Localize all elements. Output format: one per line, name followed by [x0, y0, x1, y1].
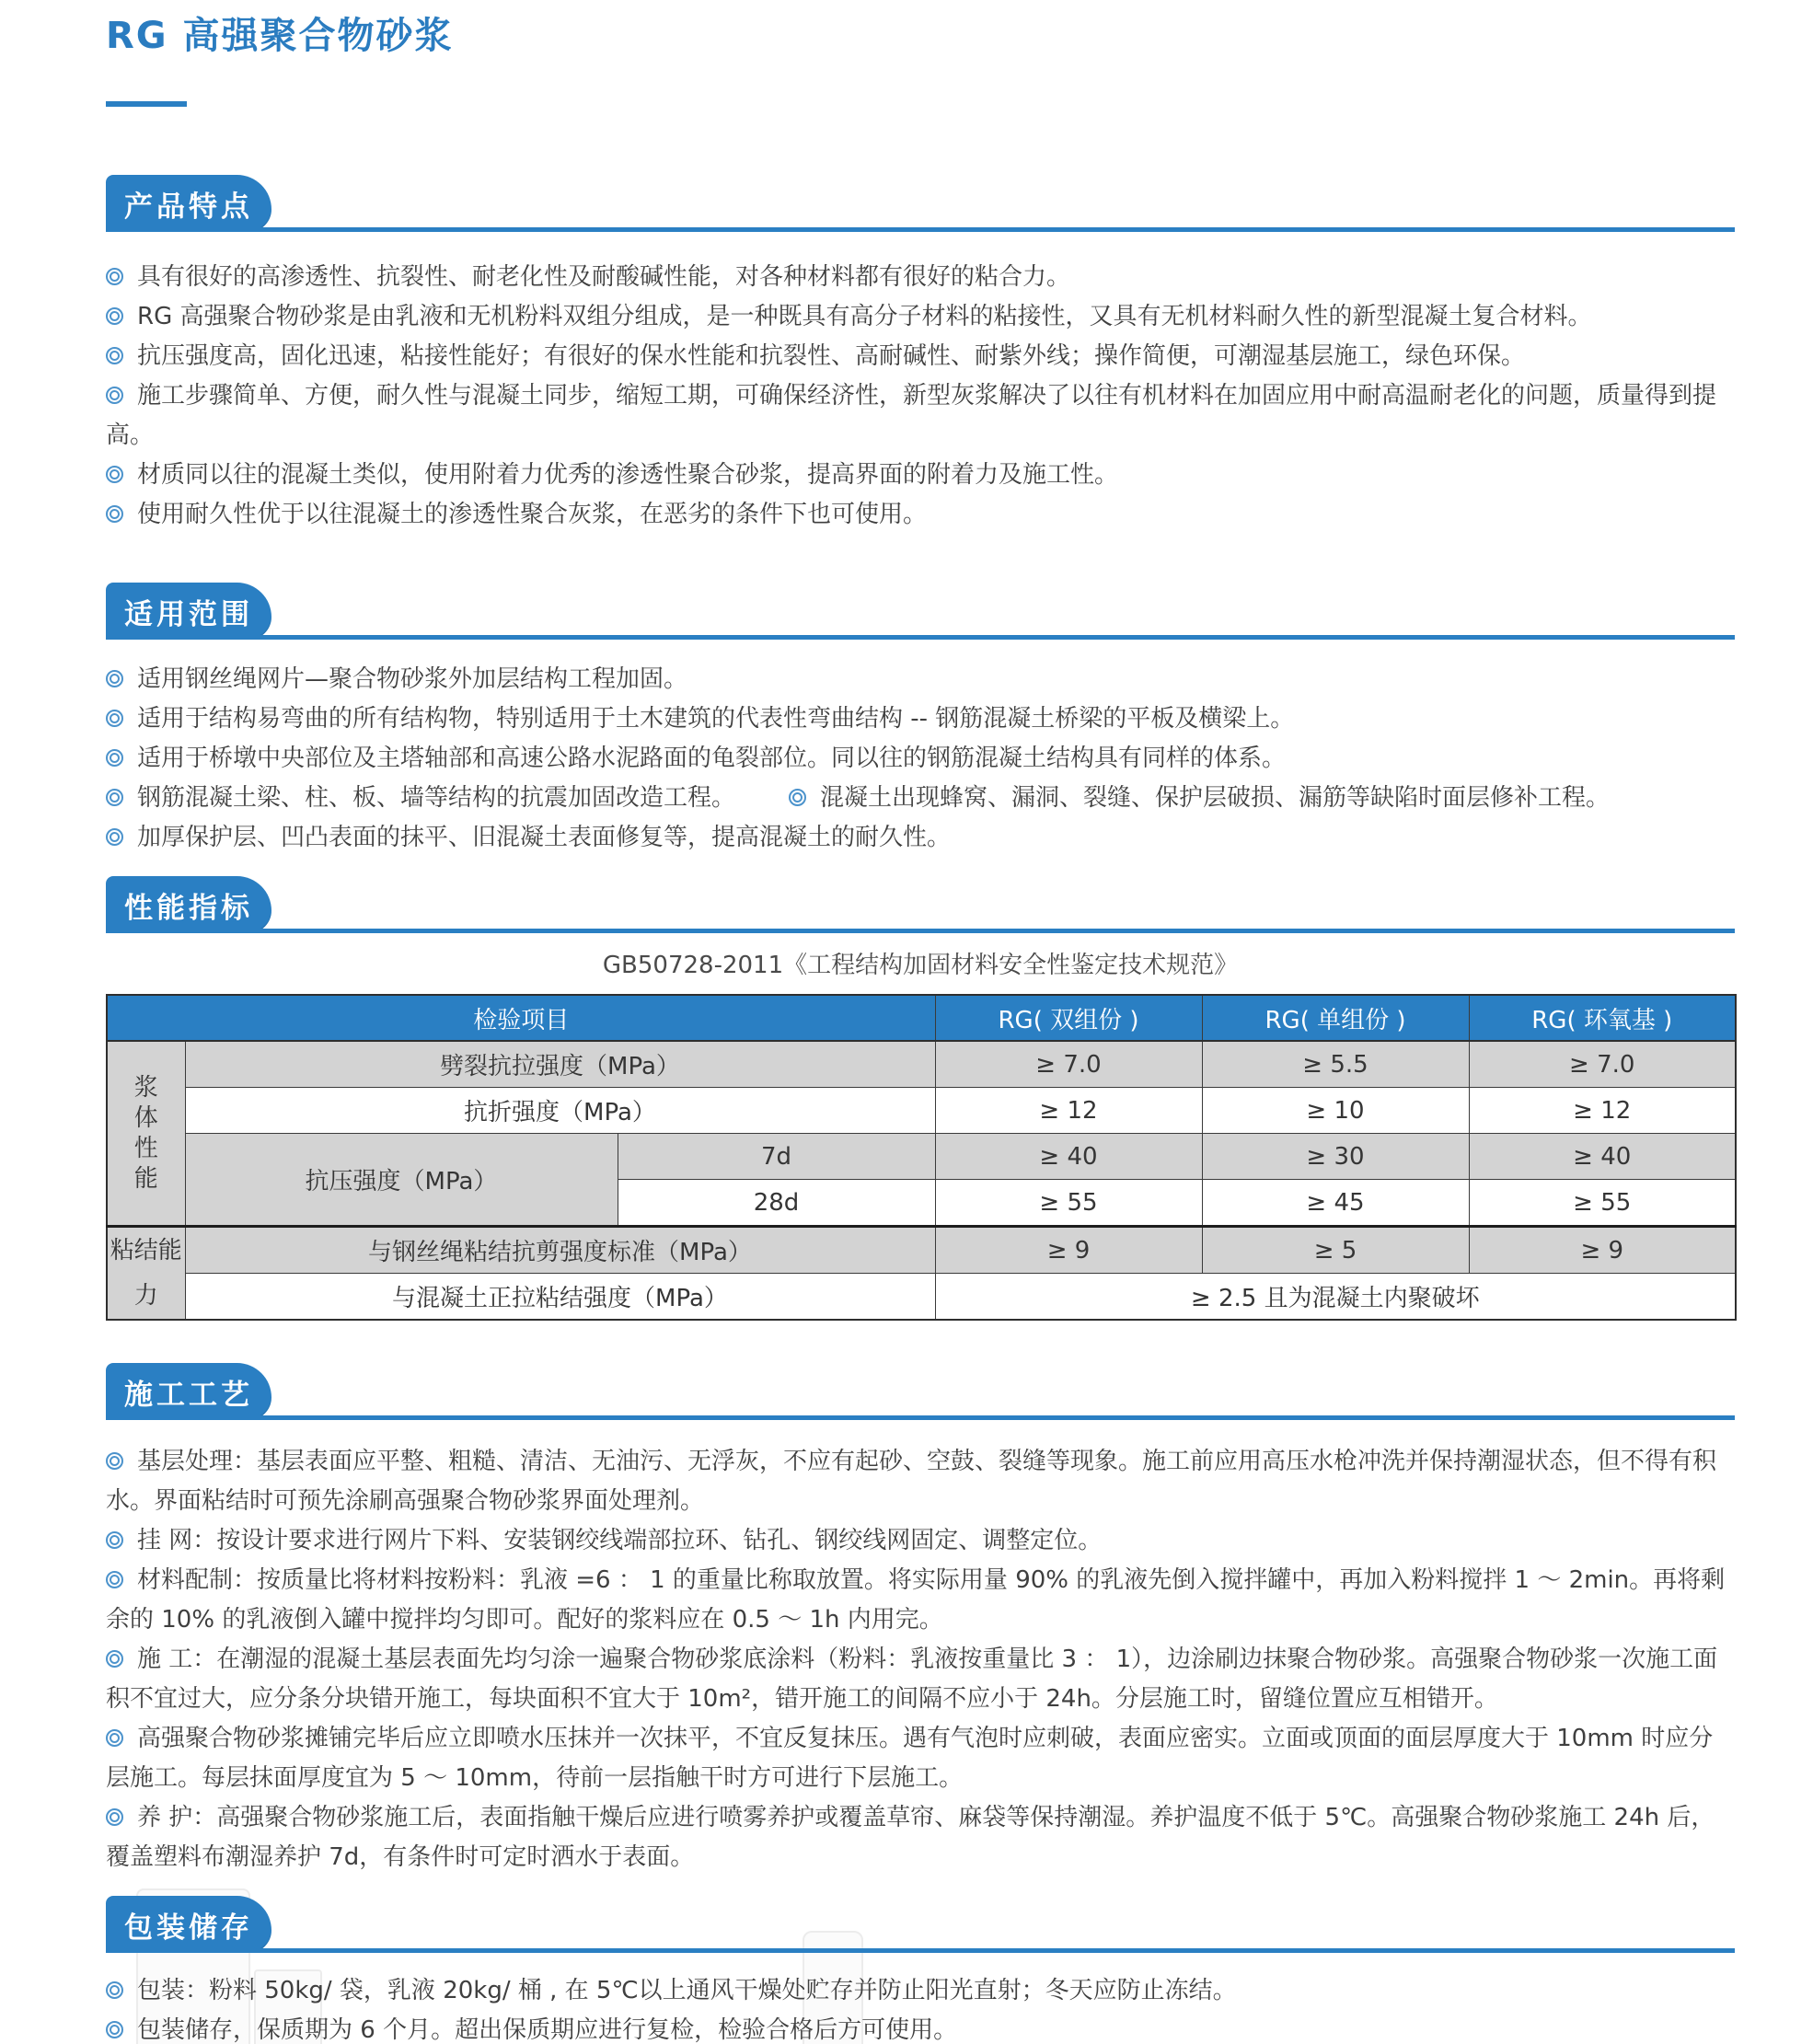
section-heading: 性能指标 — [124, 891, 253, 925]
section-tab — [106, 175, 271, 232]
list-item: 使用耐久性优于以往混凝土的渗透性聚合灰浆，在恶劣的条件下也可使用。 — [106, 495, 1735, 535]
list-item: 施 工：在潮湿的混凝土基层表面先均匀涂一遍聚合物砂浆底涂料（粉料：乳液按重量比 3 ： 1），边涂刷边抹聚合物砂浆。高强聚合物砂浆一次施工面积不宜过大，应分条分块错开施工，每块面积不宜大于 10m²，错开施工的间隔不应小于 24h。分层施工时，留缝位置应互相错开。 — [106, 1646, 1718, 1713]
value-cell: ≥ 7.0 — [1469, 1041, 1736, 1088]
bullet-icon — [106, 466, 123, 483]
list-item: RG 高强聚合物砂浆是由乳液和无机粉料双组分组成，是一种既具有高分子材料的粘接性，又具有无机材料耐久性的新型混凝土复合材料。 — [106, 297, 1735, 337]
value-cell: ≥ 12 — [1469, 1088, 1736, 1134]
bullet-icon — [106, 1571, 123, 1588]
section-header-packaging — [106, 1896, 1735, 1953]
bullet-icon — [106, 670, 123, 687]
value-cell: ≥ 55 — [1469, 1180, 1736, 1227]
list-item: 高强聚合物砂浆摊铺完毕后应立即喷水压抹并一次抹平，不宜反复抹压。遇有气泡时应刺破，表面应密实。立面或顶面的面层厚度大于 10mm 时应分层施工。每层抹面厚度宜为 5 ～ 10mm，待前一层指触干时方可进行下层施工。 — [106, 1725, 1714, 1792]
section-rule — [106, 1415, 1735, 1420]
list-item: 包装储存，保质期为 6 个月。超出保质期应进行复检，检验合格后方可使用。 — [106, 2011, 1735, 2044]
row-group-label-slurry-performance: 浆 体 性 能 — [107, 1041, 185, 1227]
section-header-features — [106, 175, 1735, 232]
table-caption: GB50728-2011《工程结构加固材料安全性鉴定技术规范》 — [602, 952, 1239, 979]
header-rg-epoxy: RG( 环氧基 ) — [1469, 995, 1736, 1041]
section-rule — [106, 1948, 1735, 1953]
scope-list — [106, 660, 1735, 858]
bullet-icon — [106, 1650, 123, 1668]
section-heading: 包装储存 — [124, 1911, 253, 1945]
list-item: 加厚保护层、凹凸表面的抹平、旧混凝土表面修复等，提高混凝土的耐久性。 — [106, 818, 1735, 858]
list-item: 基层处理：基层表面应平整、粗糙、清洁、无油污、无浮灰，不应有起砂、空鼓、裂缝等现象。施工前应用高压水枪冲洗并保持潮湿状态，但不得有积水。界面粘结时可预先涂刷高强聚合物砂浆界面处理剂。 — [106, 1448, 1717, 1515]
value-cell: ≥ 5 — [1202, 1227, 1469, 1274]
header-rg-one-component: RG( 单组份 ) — [1202, 995, 1469, 1041]
process-list — [106, 1442, 1735, 1877]
header-rg-two-component: RG( 双组份 ) — [935, 995, 1202, 1041]
item-flexural-strength: 抗折强度（MPa） — [185, 1088, 935, 1134]
bullet-icon — [106, 828, 123, 846]
table-row — [107, 1227, 1736, 1274]
features-list — [106, 258, 1735, 535]
section-header-performance — [106, 876, 1735, 933]
value-cell: ≥ 7.0 — [935, 1041, 1202, 1088]
section-tab — [106, 1896, 271, 1953]
value-cell: ≥ 30 — [1202, 1134, 1469, 1180]
list-item: 适用钢丝绳网片—聚合物砂浆外加层结构工程加固。 — [106, 660, 1735, 699]
table-row — [107, 1088, 1736, 1134]
title-underline — [106, 101, 187, 107]
value-cell: ≥ 9 — [1469, 1227, 1736, 1274]
value-cell: ≥ 5.5 — [1202, 1041, 1469, 1088]
section-tab — [106, 1363, 271, 1420]
list-item: 材料配制：按质量比将材料按粉料：乳液 =6 ： 1 的重量比称取放置。将实际用量 90% 的乳液先倒入搅拌罐中，再加入粉料搅拌 1 ～ 2min。再将剩余的 10% 的乳液倒入罐中搅拌均匀即可。配好的浆料应在 0.5 ～ 1h 内用完。 — [106, 1566, 1726, 1634]
section-heading: 产品特点 — [124, 190, 253, 224]
bullet-icon — [106, 347, 123, 364]
value-cell: ≥ 10 — [1202, 1088, 1469, 1134]
subitem-7d: 7d — [618, 1134, 935, 1180]
list-item: 具有很好的高渗透性、抗裂性、耐老化性及耐酸碱性能，对各种材料都有很好的粘合力。 — [106, 258, 1735, 297]
bullet-icon — [789, 789, 806, 806]
bullet-icon — [106, 2021, 123, 2038]
list-item: 适用于结构易弯曲的所有结构物，特别适用于土木建筑的代表性弯曲结构 -- 钢筋混凝土桥梁的平板及横梁上。 — [106, 699, 1735, 739]
subitem-28d: 28d — [618, 1180, 935, 1227]
performance-table — [106, 994, 1737, 1321]
section-heading: 施工工艺 — [124, 1378, 253, 1412]
section-header-process — [106, 1363, 1735, 1420]
item-compressive-strength: 抗压强度（MPa） — [185, 1134, 618, 1227]
bullet-icon — [106, 505, 123, 523]
value-cell: ≥ 12 — [935, 1088, 1202, 1134]
list-item: 施工步骤简单、方便，耐久性与混凝土同步，缩短工期，可确保经济性，新型灰浆解决了以往有机材料在加固应用中耐高温耐老化的问题，质量得到提高。 — [106, 382, 1717, 449]
list-item: 抗压强度高，固化迅速，粘接性能好；有很好的保水性能和抗裂性、高耐碱性、耐紫外线；操作简便，可潮湿基层施工，绿色环保。 — [106, 337, 1735, 376]
section-rule — [106, 635, 1735, 640]
section-rule — [106, 227, 1735, 232]
item-concrete-tensile-bond-strength: 与混凝土正拉粘结强度（MPa） — [185, 1274, 935, 1321]
value-cell-merged: ≥ 2.5 且为混凝土内聚破坏 — [935, 1274, 1736, 1321]
list-item: 材质同以往的混凝土类似，使用附着力优秀的渗透性聚合砂浆，提高界面的附着力及施工性。 — [106, 456, 1735, 495]
table-row — [107, 1041, 1736, 1088]
row-group-label-bonding-capacity: 粘结能 力 — [107, 1227, 185, 1321]
item-splitting-tensile-strength: 劈裂抗拉强度（MPa） — [185, 1041, 935, 1088]
list-item: 包装：粉料 50kg/ 袋，乳液 20kg/ 桶 , 在 5℃以上通风干燥处贮存并防止阳光直射；冬天应防止冻结。 — [106, 1971, 1735, 2011]
table-row — [107, 1134, 1736, 1180]
page-title: RG 高强聚合物砂浆 — [106, 15, 454, 57]
value-cell: ≥ 40 — [935, 1134, 1202, 1180]
list-item: 养 护：高强聚合物砂浆施工后，表面指触干燥后应进行喷雾养护或覆盖草帘、麻袋等保持潮湿。养护温度不低于 5℃。高强聚合物砂浆施工 24h 后，覆盖塑料布潮湿养护 7d，有条件时可定时洒水于表面。 — [106, 1804, 1715, 1871]
bullet-icon — [106, 749, 123, 767]
section-tab — [106, 583, 271, 640]
value-cell: ≥ 40 — [1469, 1134, 1736, 1180]
bullet-icon — [106, 1531, 123, 1549]
bullet-icon — [106, 387, 123, 404]
list-item: 挂 网：按设计要求进行网片下料、安装钢绞线端部拉环、钻孔、钢绞线网固定、调整定位。 — [106, 1521, 1735, 1561]
bullet-icon — [106, 789, 123, 806]
value-cell: ≥ 55 — [935, 1180, 1202, 1227]
bullet-icon — [106, 268, 123, 285]
bullet-icon — [106, 710, 123, 727]
bullet-icon — [106, 1452, 123, 1470]
bullet-icon — [106, 1808, 123, 1826]
item-wire-rope-shear-strength: 与钢丝绳粘结抗剪强度标准（MPa） — [185, 1227, 935, 1274]
bullet-icon — [106, 307, 123, 325]
table-row — [107, 1274, 1736, 1321]
packaging-list — [106, 1971, 1735, 2044]
value-cell: ≥ 9 — [935, 1227, 1202, 1274]
value-cell: ≥ 45 — [1202, 1180, 1469, 1227]
section-header-scope — [106, 583, 1735, 640]
bullet-icon — [106, 1981, 123, 1999]
bullet-icon — [106, 1729, 123, 1747]
section-rule — [106, 929, 1735, 933]
list-item: 适用于桥墩中央部位及主塔轴部和高速公路水泥路面的龟裂部位。同以往的钢筋混凝土结构具有同样的体系。 — [106, 739, 1735, 779]
list-item: 钢筋混凝土梁、柱、板、墙等结构的抗震加固改造工程。 混凝土出现蜂窝、漏洞、裂缝、保护层破损、漏筋等缺陷时面层修补工程。 — [106, 779, 1735, 818]
section-heading: 适用范围 — [124, 597, 253, 631]
header-inspection-item: 检验项目 — [107, 995, 935, 1041]
section-tab — [106, 876, 271, 933]
table-header-row — [107, 995, 1736, 1041]
